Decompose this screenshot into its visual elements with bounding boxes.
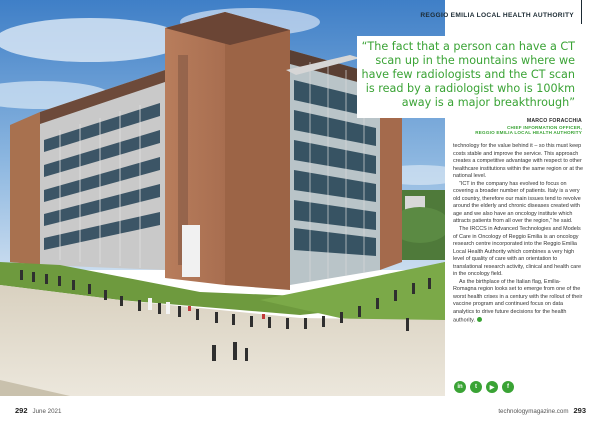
attribution-role-line1: CHIEF INFORMATION OFFICER, xyxy=(506,124,582,130)
pull-quote: “The fact that a person can have a CT scan up in the mountains where we have few radiologists and the CT scan is read by a radiologist who is 100km away is a major breakthrough” xyxy=(361,40,575,109)
body-paragraph-4 xyxy=(453,279,584,325)
end-of-article-icon xyxy=(477,317,482,322)
footer-right xyxy=(498,406,586,415)
facebook-icon[interactable]: f xyxy=(502,381,514,393)
site-url[interactable]: technologymagazine.com xyxy=(498,408,569,415)
body-paragraph-3: The IRCCS in Advanced Technologies and Models of Care in Oncology of Reggio Emilia is an oncology research centre incorporated into the Reggio Emilia Local Health Authority which combines a very high level of quality of care with an orientation to translational research activity, clinical and health care in the oncology field. xyxy=(453,226,582,278)
attribution-name: MARCO FORACCHIA xyxy=(526,118,582,124)
right-page-number: 293 xyxy=(573,406,586,415)
left-page-number: 292 xyxy=(15,406,28,415)
body-paragraph-1: technology for the value behind it – so this must keep costs stable and improve the service. This approach creates a competitive advantage with respect to other healthcare institutions within the same region or at the national level. xyxy=(453,143,583,180)
quote-attribution xyxy=(446,118,582,136)
pull-quote-box xyxy=(357,36,583,118)
body-paragraph-2: “ICT in the company has evolved to focus on covering a broader number of patients. Italy is a very old country, therefore our main issues tend to revolve around the elderly and chronic diseases created with age and we also have an oncology institute which attracts patients from all over the region,” he said. xyxy=(453,180,581,225)
twitter-icon[interactable]: t xyxy=(470,381,482,393)
issue-date: June 2021 xyxy=(32,408,62,415)
body-paragraph-4-text: As the birthplace of the Italian flag, Emilia-Romagna region looks set to emerge from one of the worst health crises in a century with the rollout of their vaccine program and continued focus on data analytics to drive future decisions for the health authority. xyxy=(453,278,583,324)
linkedin-icon[interactable]: in xyxy=(454,381,466,393)
article-body xyxy=(453,143,584,325)
social-icons xyxy=(454,381,534,393)
youtube-icon[interactable]: ▶ xyxy=(486,381,498,393)
attribution-role-line2: REGGIO EMILIA LOCAL HEALTH AUTHORITY xyxy=(475,130,582,136)
footer-left xyxy=(15,406,61,415)
header-rule xyxy=(581,0,582,24)
section-header: REGGIO EMILIA LOCAL HEALTH AUTHORITY xyxy=(420,12,574,19)
